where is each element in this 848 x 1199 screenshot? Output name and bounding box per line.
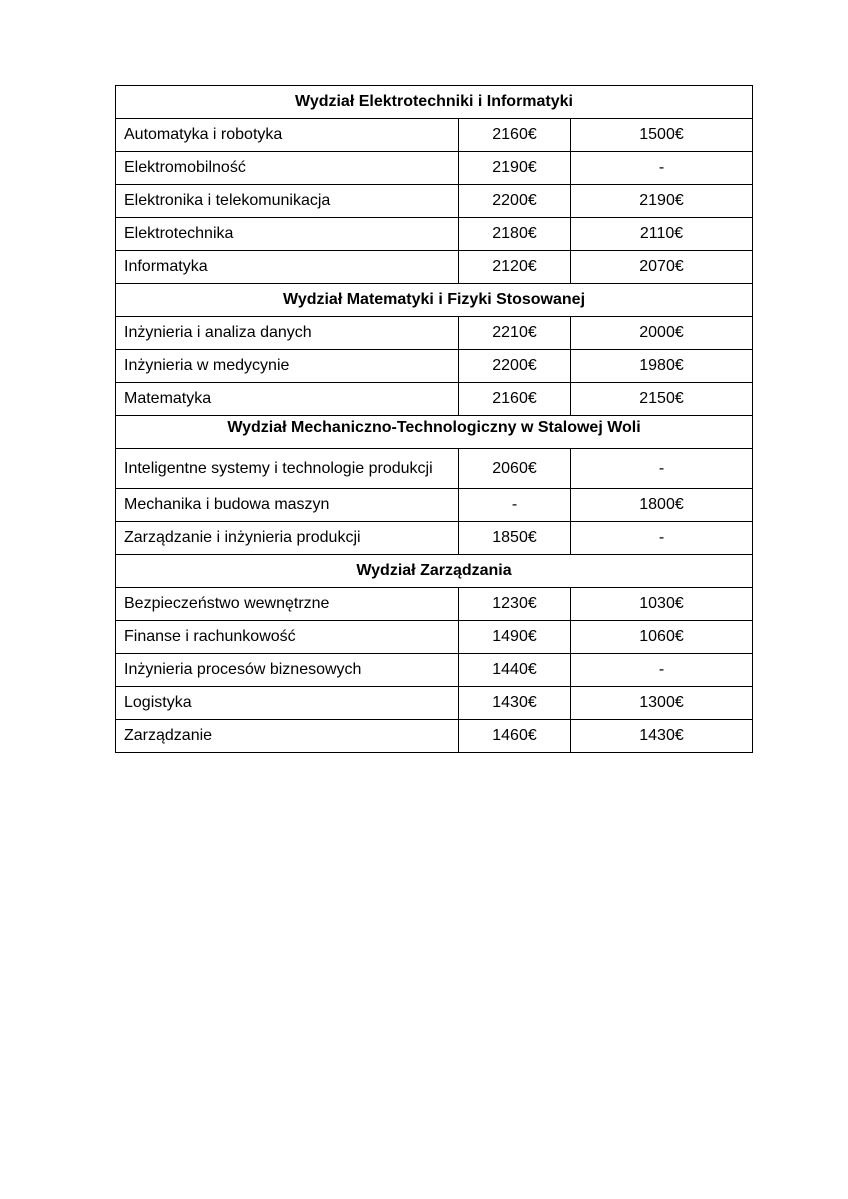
- program-name: Inżynieria w medycynie: [116, 350, 459, 383]
- program-name: Elektronika i telekomunikacja: [116, 185, 459, 218]
- table-row: [116, 654, 753, 687]
- program-name: Zarządzanie: [116, 720, 459, 753]
- table-row: [116, 687, 753, 720]
- table-row: [116, 152, 753, 185]
- table-row: [116, 383, 753, 416]
- fee-table: [115, 85, 753, 753]
- table-row: [116, 489, 753, 522]
- fee-value-2: 2150€: [571, 383, 753, 416]
- table-row: [116, 119, 753, 152]
- program-name: Inżynieria i analiza danych: [116, 317, 459, 350]
- section-title: Wydział Mechaniczno-Technologiczny w Stalowej Woli: [116, 416, 753, 449]
- fee-value-2: 2110€: [571, 218, 753, 251]
- section-header-row: [116, 555, 753, 588]
- fee-value-1: 2120€: [459, 251, 571, 284]
- table-row: [116, 720, 753, 753]
- fee-value-2: 2000€: [571, 317, 753, 350]
- fee-value-2: 1800€: [571, 489, 753, 522]
- fee-value-1: 1230€: [459, 588, 571, 621]
- program-name: Bezpieczeństwo wewnętrzne: [116, 588, 459, 621]
- fee-value-1: 1430€: [459, 687, 571, 720]
- program-name: Matematyka: [116, 383, 459, 416]
- program-name: Elektromobilność: [116, 152, 459, 185]
- fee-value-1: 1460€: [459, 720, 571, 753]
- fee-value-1: 1490€: [459, 621, 571, 654]
- fee-value-2: 2070€: [571, 251, 753, 284]
- section-title: Wydział Elektrotechniki i Informatyki: [116, 86, 753, 119]
- table-row: [116, 218, 753, 251]
- fee-value-1: 2190€: [459, 152, 571, 185]
- fee-value-2: 1060€: [571, 621, 753, 654]
- fee-value-1: 2180€: [459, 218, 571, 251]
- section-header-row: [116, 416, 753, 449]
- fee-value-1: 2200€: [459, 185, 571, 218]
- program-name: Zarządzanie i inżynieria produkcji: [116, 522, 459, 555]
- fee-value-1: 2060€: [459, 449, 571, 489]
- section-title: Wydział Zarządzania: [116, 555, 753, 588]
- program-name: Automatyka i robotyka: [116, 119, 459, 152]
- fee-value-2: 2190€: [571, 185, 753, 218]
- table-row: [116, 185, 753, 218]
- table-row: [116, 522, 753, 555]
- program-name: Logistyka: [116, 687, 459, 720]
- program-name: Elektrotechnika: [116, 218, 459, 251]
- table-row: [116, 251, 753, 284]
- section-header-row: [116, 86, 753, 119]
- fee-value-2: 1030€: [571, 588, 753, 621]
- program-name: Mechanika i budowa maszyn: [116, 489, 459, 522]
- program-name: Inteligentne systemy i technologie produkcji: [116, 449, 459, 489]
- fee-value-1: 2200€: [459, 350, 571, 383]
- section-header-row: [116, 284, 753, 317]
- fee-value-2: -: [571, 522, 753, 555]
- program-name: Inżynieria procesów biznesowych: [116, 654, 459, 687]
- fee-value-2: 1980€: [571, 350, 753, 383]
- fee-value-2: -: [571, 449, 753, 489]
- table-row: [116, 317, 753, 350]
- fee-value-2: 1430€: [571, 720, 753, 753]
- table-row: [116, 588, 753, 621]
- fee-value-2: 1300€: [571, 687, 753, 720]
- program-name: Informatyka: [116, 251, 459, 284]
- fee-value-1: 2160€: [459, 119, 571, 152]
- fee-value-2: -: [571, 654, 753, 687]
- fee-value-1: 1850€: [459, 522, 571, 555]
- fee-value-1: 2160€: [459, 383, 571, 416]
- program-name: Finanse i rachunkowość: [116, 621, 459, 654]
- table-row: [116, 350, 753, 383]
- table-row: [116, 621, 753, 654]
- fee-value-1: -: [459, 489, 571, 522]
- section-title: Wydział Matematyki i Fizyki Stosowanej: [116, 284, 753, 317]
- fee-value-1: 1440€: [459, 654, 571, 687]
- fee-value-1: 2210€: [459, 317, 571, 350]
- table-row: [116, 449, 753, 489]
- fee-value-2: 1500€: [571, 119, 753, 152]
- fee-value-2: -: [571, 152, 753, 185]
